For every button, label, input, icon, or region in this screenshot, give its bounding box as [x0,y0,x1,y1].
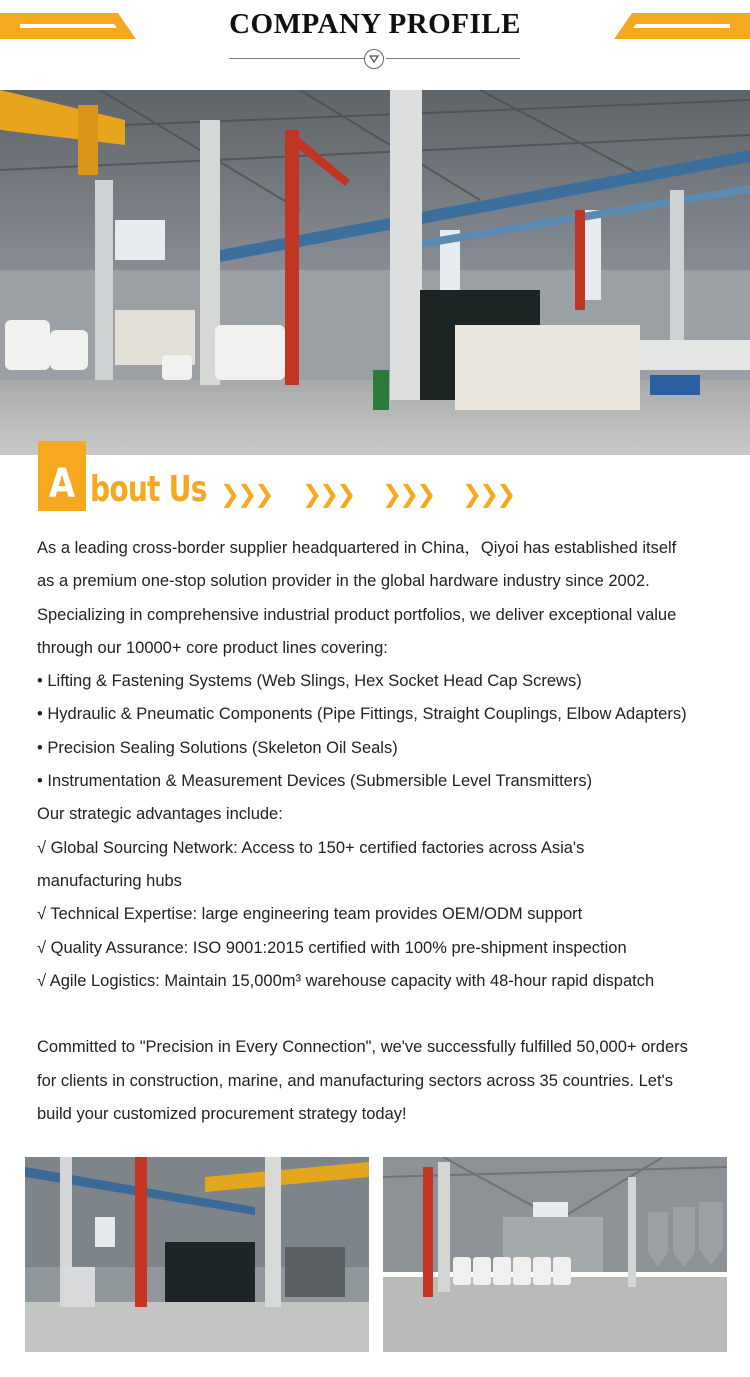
chevron-right-icon: ❯❯❯ [220,480,272,508]
product-line-item: • Lifting & Fastening Systems (Web Slings, Hex Socket Head Cap Screws) [37,672,582,691]
injection-molding-workshop-photo [25,1157,369,1352]
paragraph-spacer [37,998,737,1031]
advantage-item: manufacturing hubs [37,871,182,890]
about-title: bout Us [90,469,207,510]
intro-line: As a leading cross-border supplier headquartered in China，Qiyoi has established itself [37,539,677,557]
closing-line: build your customized procurement strategy today! [37,1105,407,1124]
section-header [0,0,750,90]
chevron-right-icon: ❯❯❯ [302,480,354,508]
intro-line: through our 10000+ core product lines covering: [37,638,388,657]
intro-line: as a premium one-stop solution provider in the global hardware industry since 2002. [37,572,650,591]
product-line-item: • Instrumentation & Measurement Devices (Submersible Level Transmitters) [37,772,593,791]
title-divider-right [386,58,520,59]
advantages-heading: Our strategic advantages include: [37,805,283,824]
advantage-item: √ Technical Expertise: large engineering team provides OEM/ODM support [37,905,583,924]
page-title: COMPANY PROFILE [229,8,521,40]
chevron-down-icon [364,49,384,69]
company-description [37,532,737,1131]
product-line-item: • Hydraulic & Pneumatic Components (Pipe Fittings, Straight Couplings, Elbow Adapters) [37,705,687,724]
closing-line: Committed to "Precision in Every Connection", we've successfully fulfilled 50,000+ orders [37,1038,688,1057]
closing-line: for clients in construction, marine, and manufacturing sectors across 35 countries. Let's [37,1071,673,1090]
advantage-item: √ Global Sourcing Network: Access to 150+ certified factories across Asia's [37,838,585,857]
factory-interior-photo [0,90,750,455]
warehouse-hall-photo [383,1157,727,1352]
advantage-item: √ Quality Assurance: ISO 9001:2015 certified with 100% pre-shipment inspection [37,938,627,957]
product-line-item: • Precision Sealing Solutions (Skeleton Oil Seals) [37,738,398,757]
about-initial-letter: A [48,461,76,507]
intro-line: Specializing in comprehensive industrial product portfolios, we deliver exceptional value [37,605,677,624]
chevron-right-icon: ❯❯❯ [382,480,434,508]
chevron-right-icon: ❯❯❯ [462,480,514,508]
advantage-item: √ Agile Logistics: Maintain 15,000m³ warehouse capacity with 48-hour rapid dispatch [37,971,655,990]
title-divider-left [229,58,364,59]
